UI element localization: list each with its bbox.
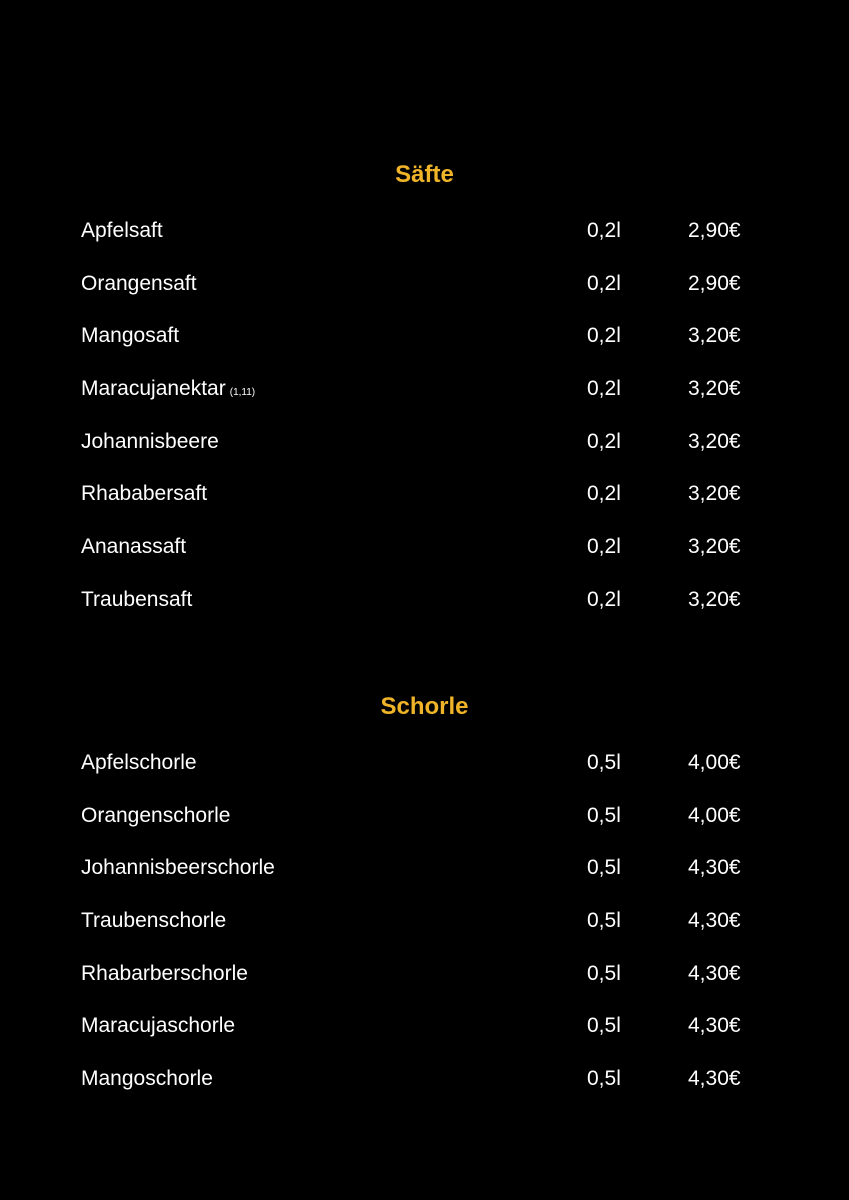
menu-item [0, 587, 849, 640]
menu-item [0, 1066, 849, 1119]
item-name: Johannisbeere [81, 429, 219, 453]
item-price: 2,90€ [688, 271, 741, 295]
item-size: 0,2l [587, 271, 621, 295]
item-size: 0,2l [587, 587, 621, 611]
item-name: Apfelsaft [81, 219, 163, 242]
item-name-cell [81, 803, 230, 829]
item-name: Mangosaft [81, 324, 180, 348]
item-name-cell [81, 323, 179, 349]
item-size: 0,5l [587, 1067, 621, 1091]
item-name: Maracujaschorle [81, 1014, 236, 1038]
section-title-saefte: Säfte [395, 161, 454, 188]
item-name: Orangensaft [81, 271, 197, 295]
menu-item [0, 961, 849, 1014]
item-name-cell [81, 1066, 213, 1092]
allergen-note: (1,11) [229, 387, 256, 399]
item-price: 4,30€ [688, 1067, 741, 1091]
item-size: 0,5l [587, 803, 621, 827]
menu-item [0, 218, 849, 271]
menu-item [0, 908, 849, 961]
item-price: 3,20€ [688, 535, 741, 559]
menu-item [0, 323, 849, 376]
menu-item [0, 376, 849, 429]
item-size: 0,2l [587, 482, 621, 506]
section-saefte [0, 160, 849, 640]
menu-list-saefte [0, 218, 849, 640]
menu-item [0, 271, 849, 324]
item-name-cell [81, 534, 186, 560]
item-name: Traubenschorle [81, 909, 227, 933]
item-size: 0,2l [587, 324, 621, 348]
item-price: 4,30€ [688, 961, 741, 985]
menu-item [0, 534, 849, 587]
section-schorle [0, 692, 849, 1119]
item-name-cell [81, 218, 163, 244]
item-size: 0,2l [587, 219, 621, 242]
item-price: 4,30€ [688, 1014, 741, 1038]
item-price: 3,20€ [688, 429, 741, 453]
item-price: 3,20€ [688, 482, 741, 506]
item-price: 4,30€ [688, 909, 741, 933]
item-size: 0,5l [587, 909, 621, 933]
item-size: 0,5l [587, 751, 621, 774]
item-name: Rhababersaft [81, 482, 208, 506]
item-price: 4,00€ [688, 803, 741, 827]
item-price: 3,20€ [688, 587, 741, 611]
item-price: 4,00€ [688, 751, 741, 774]
item-name-cell [81, 587, 192, 613]
item-name-cell [81, 1013, 235, 1039]
item-name: Orangenschorle [81, 803, 231, 827]
item-name-cell [81, 429, 219, 455]
item-name-cell [81, 376, 255, 406]
item-price: 2,90€ [688, 219, 741, 242]
section-title-schorle: Schorle [380, 693, 469, 720]
menu-item [0, 803, 849, 856]
item-price: 4,30€ [688, 856, 741, 880]
item-name: Mangoschorle [81, 1067, 213, 1091]
item-name-cell [81, 961, 248, 987]
item-name-cell [81, 908, 226, 934]
item-size: 0,5l [587, 1014, 621, 1038]
item-name: Johannisbeerschorle [81, 856, 275, 880]
item-name: Rhabarberschorle [81, 961, 248, 985]
item-name-cell [81, 271, 197, 297]
menu-item [0, 750, 849, 803]
item-size: 0,2l [587, 377, 621, 401]
item-name: Maracujanektar [81, 377, 226, 401]
item-size: 0,2l [587, 429, 621, 453]
item-size: 0,5l [587, 961, 621, 985]
menu-item [0, 481, 849, 534]
item-name: Ananassaft [81, 535, 187, 559]
menu-item [0, 855, 849, 908]
menu-list-schorle [0, 750, 849, 1119]
item-name-cell [81, 481, 207, 507]
menu-item [0, 429, 849, 482]
item-size: 0,5l [587, 856, 621, 880]
item-name-cell [81, 750, 197, 776]
item-name: Apfelschorle [81, 751, 197, 774]
item-name: Traubensaft [81, 587, 193, 611]
item-price: 3,20€ [688, 324, 741, 348]
item-size: 0,2l [587, 535, 621, 559]
menu-item [0, 1013, 849, 1066]
item-price: 3,20€ [688, 377, 741, 401]
item-name-cell [81, 855, 275, 881]
